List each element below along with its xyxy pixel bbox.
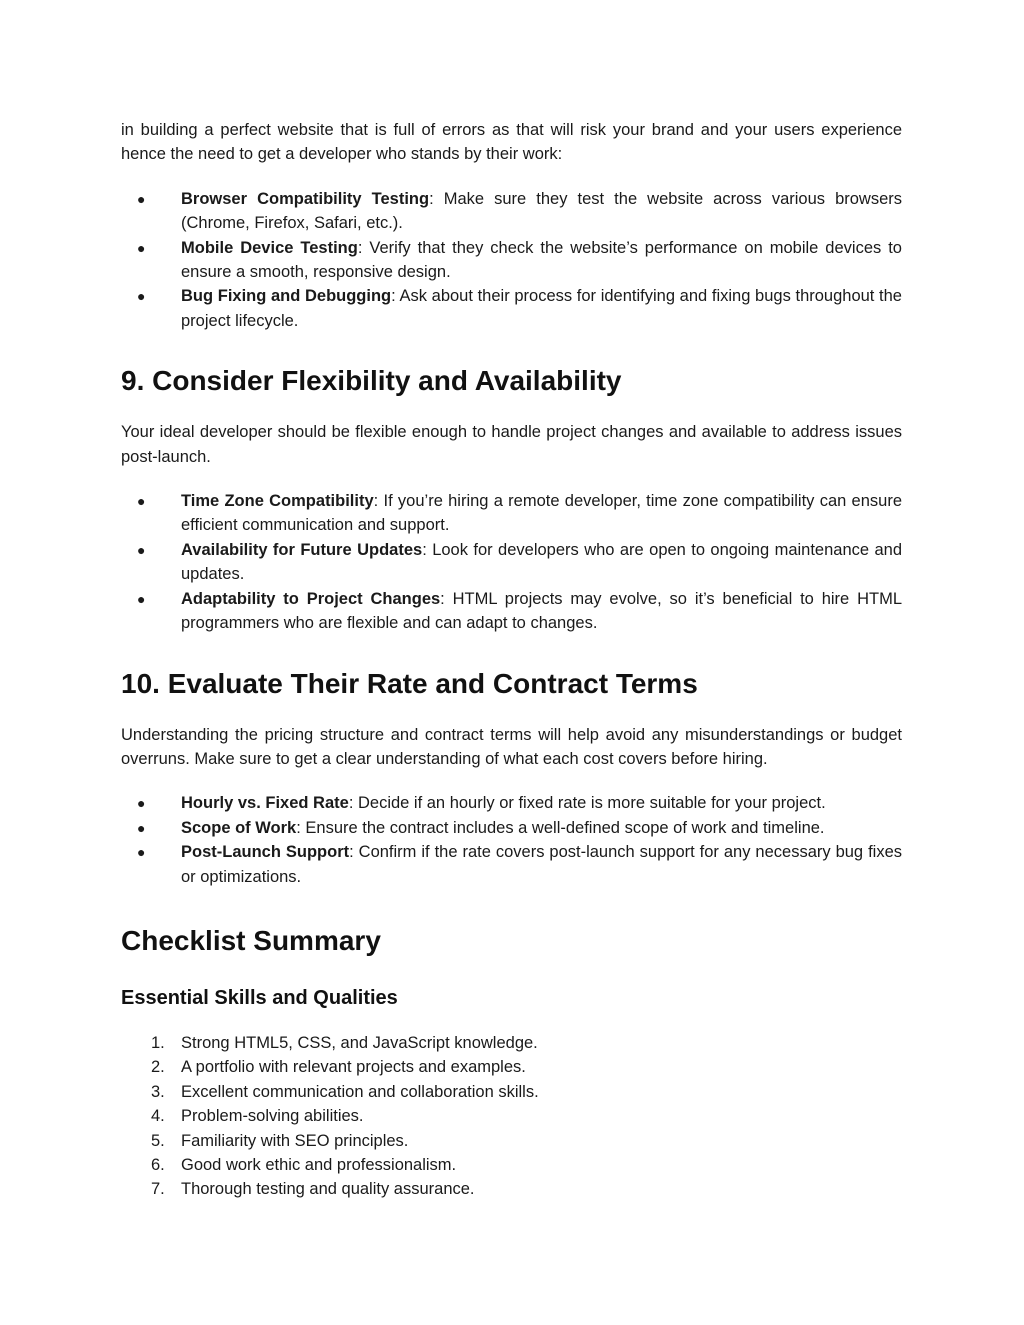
item-number: 6. [151,1155,165,1174]
list-item [121,236,902,285]
item-text: Familiarity with SEO principles. [181,1131,409,1150]
bullet-term: Mobile Device Testing [181,238,358,257]
item-number: 3. [151,1082,165,1101]
bullet-icon: ● [137,795,146,812]
list-item [121,1080,902,1104]
item-text: A portfolio with relevant projects and examples. [181,1058,526,1077]
item-text: Good work ethic and professionalism. [181,1155,457,1174]
flexibility-bullet-list [121,489,902,635]
bullet-icon: ● [137,288,146,305]
list-item [121,816,902,840]
section-9-heading: 9. Consider Flexibility and Availability [121,365,622,397]
testing-bullet-list [121,187,902,333]
item-number: 4. [151,1107,165,1126]
bullet-icon: ● [137,190,146,207]
bullet-text: : Make sure they test the website across various browsers (Chrome, Firefox, Safari, etc.). [181,189,902,233]
bullet-text: : HTML projects may evolve, so it’s beneficial to hire HTML programmers who are flexible and can adapt to changes. [181,589,902,633]
bullet-icon: ● [137,541,146,558]
skills-numbered-list [121,1031,902,1202]
list-item [121,587,902,636]
bullet-term: Scope of Work [181,818,297,837]
list-item [121,791,902,815]
list-item [121,1153,902,1177]
essential-skills-heading: Essential Skills and Qualities [121,986,398,1009]
bullet-term: Availability for Future Updates [181,540,423,559]
list-item [121,538,902,587]
bullet-term: Hourly vs. Fixed Rate [181,794,349,813]
bullet-text: : If you’re hiring a remote developer, time zone compatibility can ensure efficient communication and support. [181,492,903,535]
item-number: 7. [151,1180,165,1199]
item-text: Problem-solving abilities. [181,1107,364,1126]
contract-bullet-list [121,791,902,889]
bullet-text: : Look for developers who are open to ongoing maintenance and updates. [181,540,903,584]
bullet-term: Browser Compatibility Testing [181,189,430,208]
item-number: 5. [151,1131,165,1150]
list-item [121,489,902,538]
list-item [121,840,902,889]
list-item [121,1055,902,1079]
bullet-icon: ● [137,590,146,607]
section-10-heading: 10. Evaluate Their Rate and Contract Terms [121,667,698,699]
bullet-icon: ● [137,493,146,510]
section-10-paragraph: Understanding the pricing structure and contract terms will help avoid any misunderstandings or budget overruns. Make sure to get a clear understanding of what each cost covers before hiring. [121,725,902,768]
item-text: Thorough testing and quality assurance. [181,1180,475,1199]
list-item [121,1177,902,1201]
bullet-icon: ● [137,844,146,861]
list-item [121,187,902,236]
list-item [121,1031,902,1055]
bullet-text: : Ask about their process for identifying and fixing bugs throughout the project lifecycle. [181,287,902,330]
checklist-summary-heading: Checklist Summary [121,924,381,956]
intro-paragraph: in building a perfect website that is full of errors as that will risk your brand and your users experience hence the need to get a developer who stands by their work: [121,121,902,164]
bullet-term: Post-Launch Support [181,843,350,862]
list-item [121,1104,902,1128]
bullet-text: : Decide if an hourly or fixed rate is more suitable for your project. [348,794,826,813]
bullet-term: Adaptability to Project Changes [181,589,441,608]
bullet-term: Bug Fixing and Debugging [181,287,392,306]
bullet-icon: ● [137,239,146,256]
item-text: Excellent communication and collaboration skills. [181,1082,539,1101]
item-text: Strong HTML5, CSS, and JavaScript knowledge. [181,1033,538,1052]
section-9-paragraph: Your ideal developer should be flexible enough to handle project changes and available to address issues post-launch. [121,423,902,466]
bullet-text: : Confirm if the rate covers post-launch support for any necessary bug fixes or optimizations. [181,843,902,886]
list-item [121,284,902,333]
item-number: 1. [151,1033,165,1052]
document-page [121,118,902,1202]
list-item [121,1129,902,1153]
bullet-text: : Ensure the contract includes a well-defined scope of work and timeline. [296,818,825,837]
bullet-icon: ● [137,819,146,836]
bullet-term: Time Zone Compatibility [181,492,374,511]
item-number: 2. [151,1058,165,1077]
bullet-text: : Verify that they check the website’s performance on mobile devices to ensure a smooth, responsive design. [181,238,902,282]
